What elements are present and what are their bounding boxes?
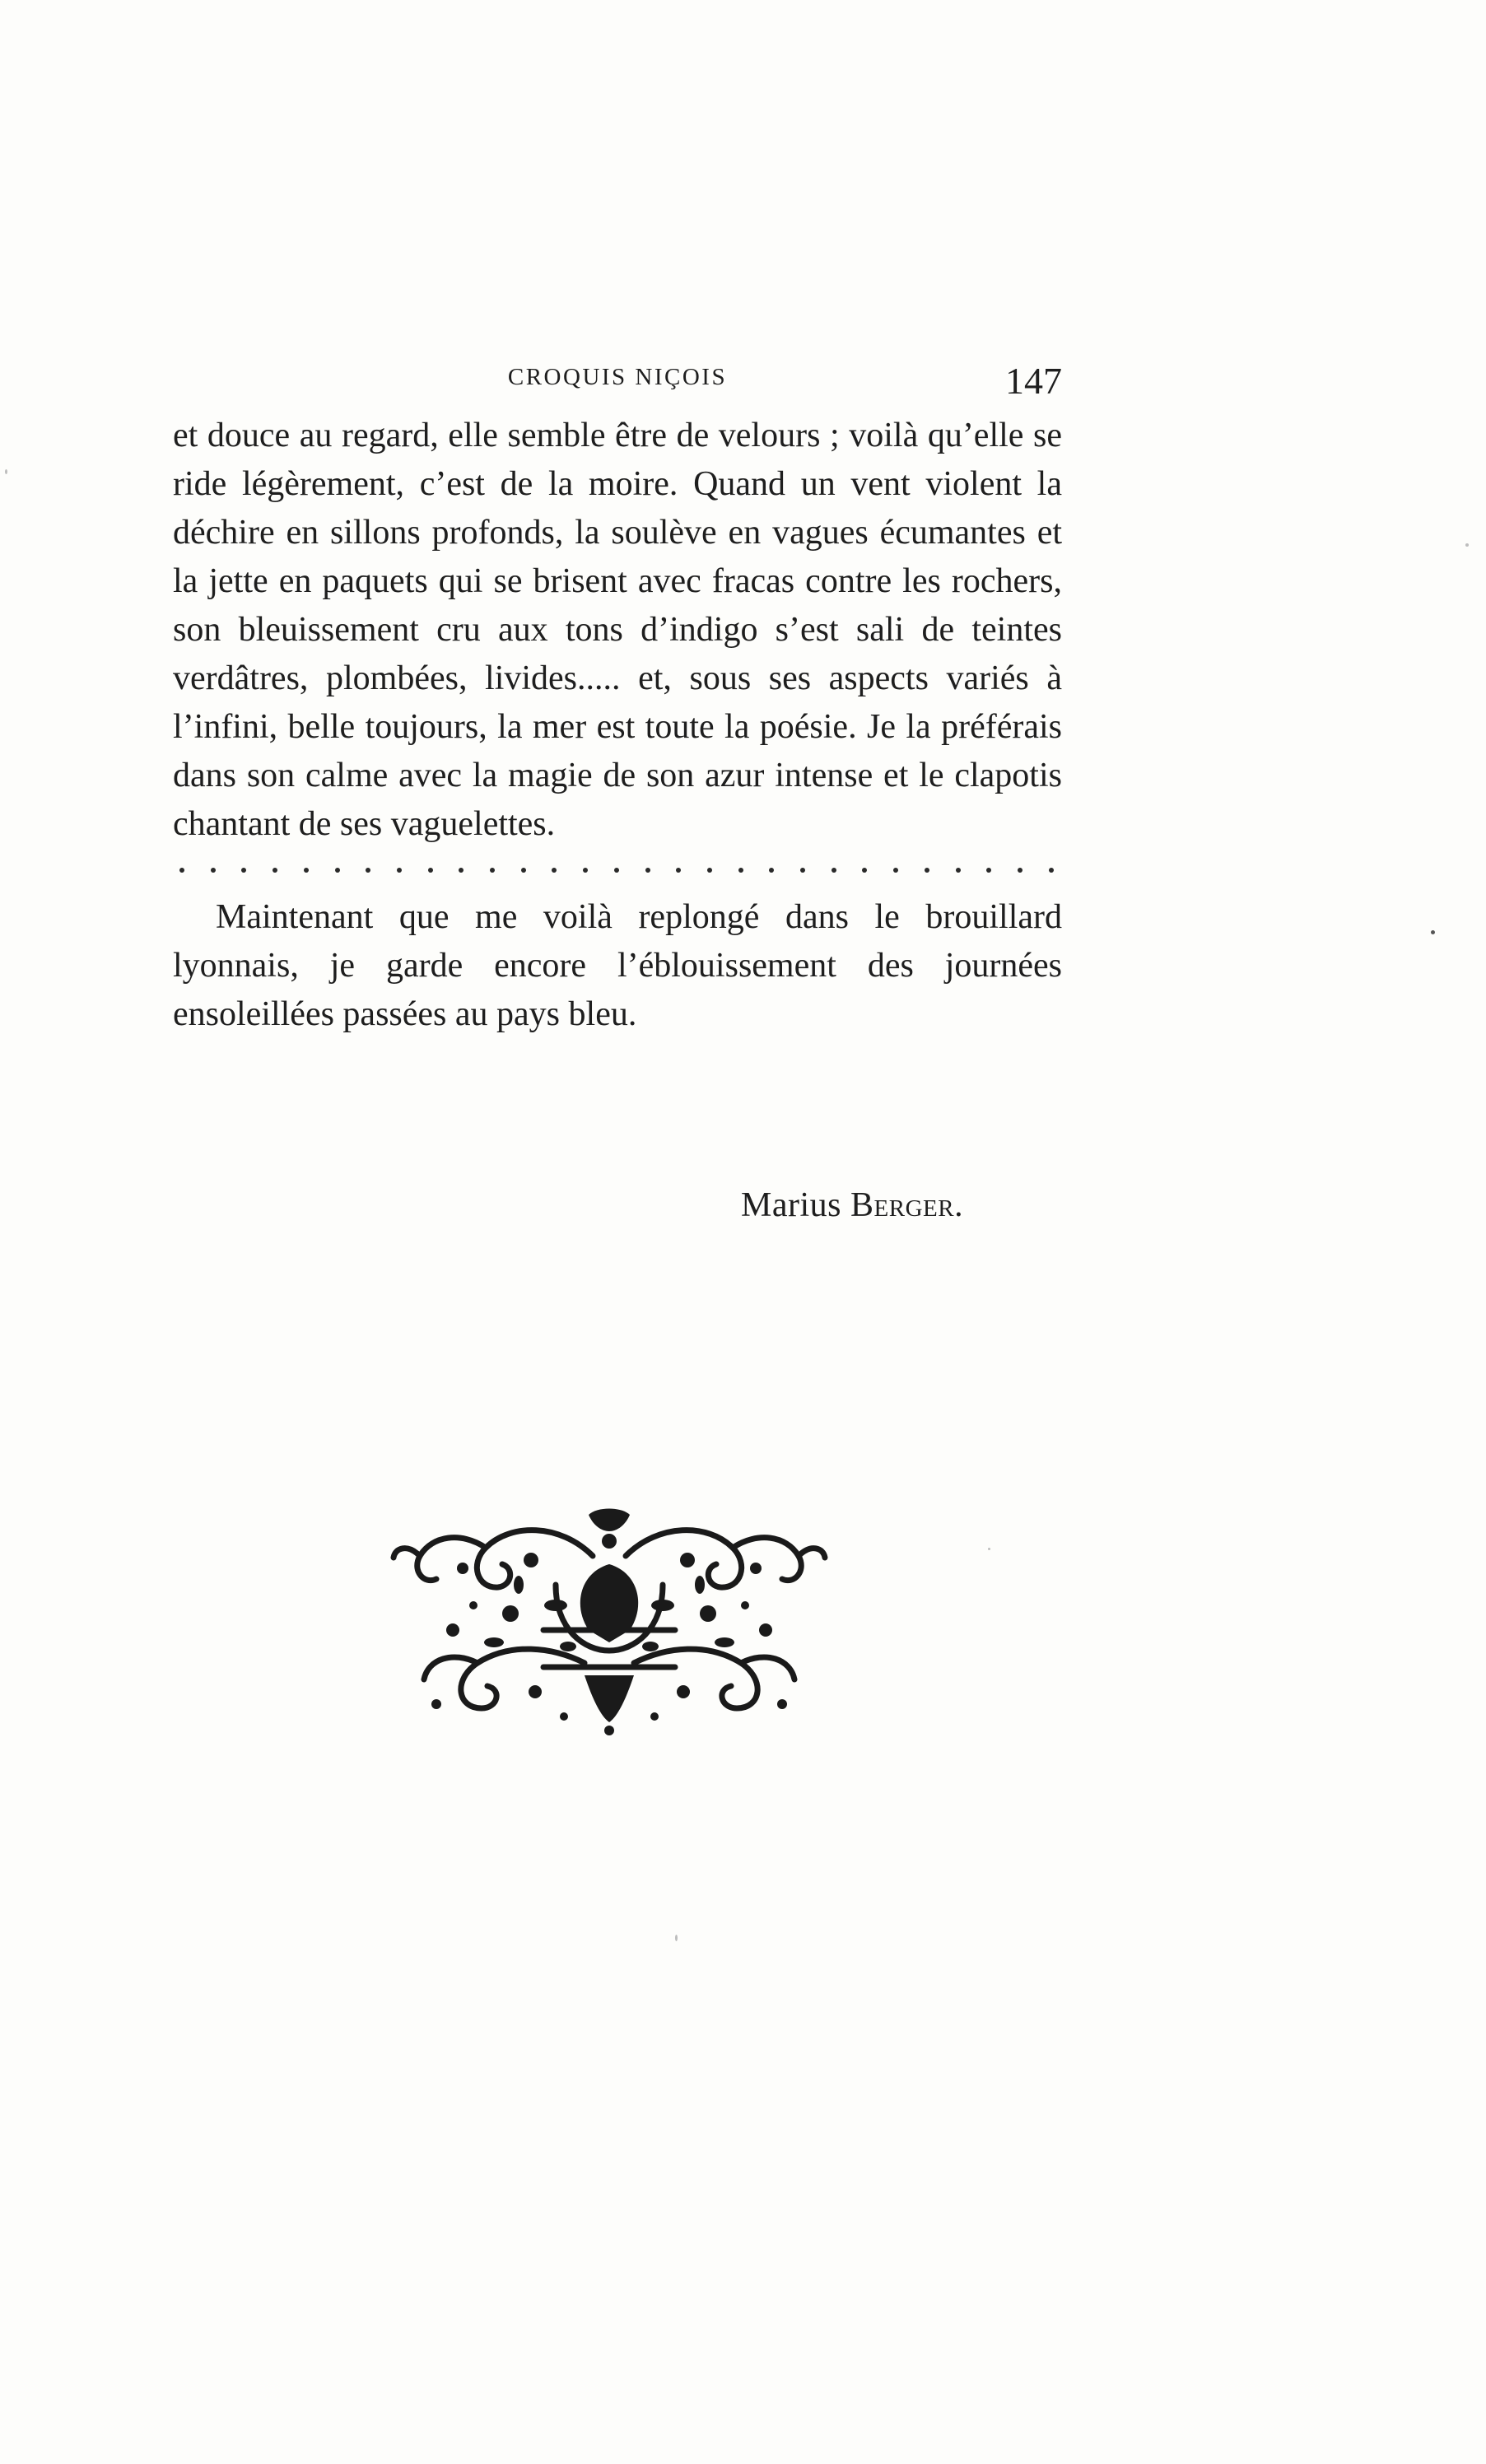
- author-signature: [741, 1185, 963, 1225]
- ornament-icon: [387, 1507, 832, 1737]
- paragraph-continued: et douce au regard, elle semble être de velours ; voilà qu’elle se ride légèrement, c’est de la moire. Quand un vent violent la déchire en sillons profonds, la soulève en vagues écumantes et la jette en paquets qui se brisent avec fracas contre les rochers, son bleuissement cru aux tons d’indigo s’est sali de teintes verdâtres, plombées, livides..... et, sous ses aspects variés à l’infini, belle toujours, la mer est toute la poésie. Je la préférais dans son calme avec la magie de son azur intense et le clapotis chantant de ses vaguelettes.: [173, 417, 1062, 843]
- text-block: [173, 412, 1062, 1039]
- paragraph-new: Maintenant que me voilà replongé dans le brouillard lyonnais, je garde encore l’éblouissement des journées ensoleillées passées au pays bleu.: [173, 898, 1062, 1033]
- running-head: [173, 359, 1062, 408]
- page-number: 147: [1005, 360, 1062, 402]
- author-first-name: Marius: [741, 1186, 841, 1224]
- running-title: CROQUIS NIÇOIS: [507, 364, 728, 390]
- section-break-dots: [173, 854, 1062, 887]
- author-last-name: Berger.: [850, 1186, 964, 1224]
